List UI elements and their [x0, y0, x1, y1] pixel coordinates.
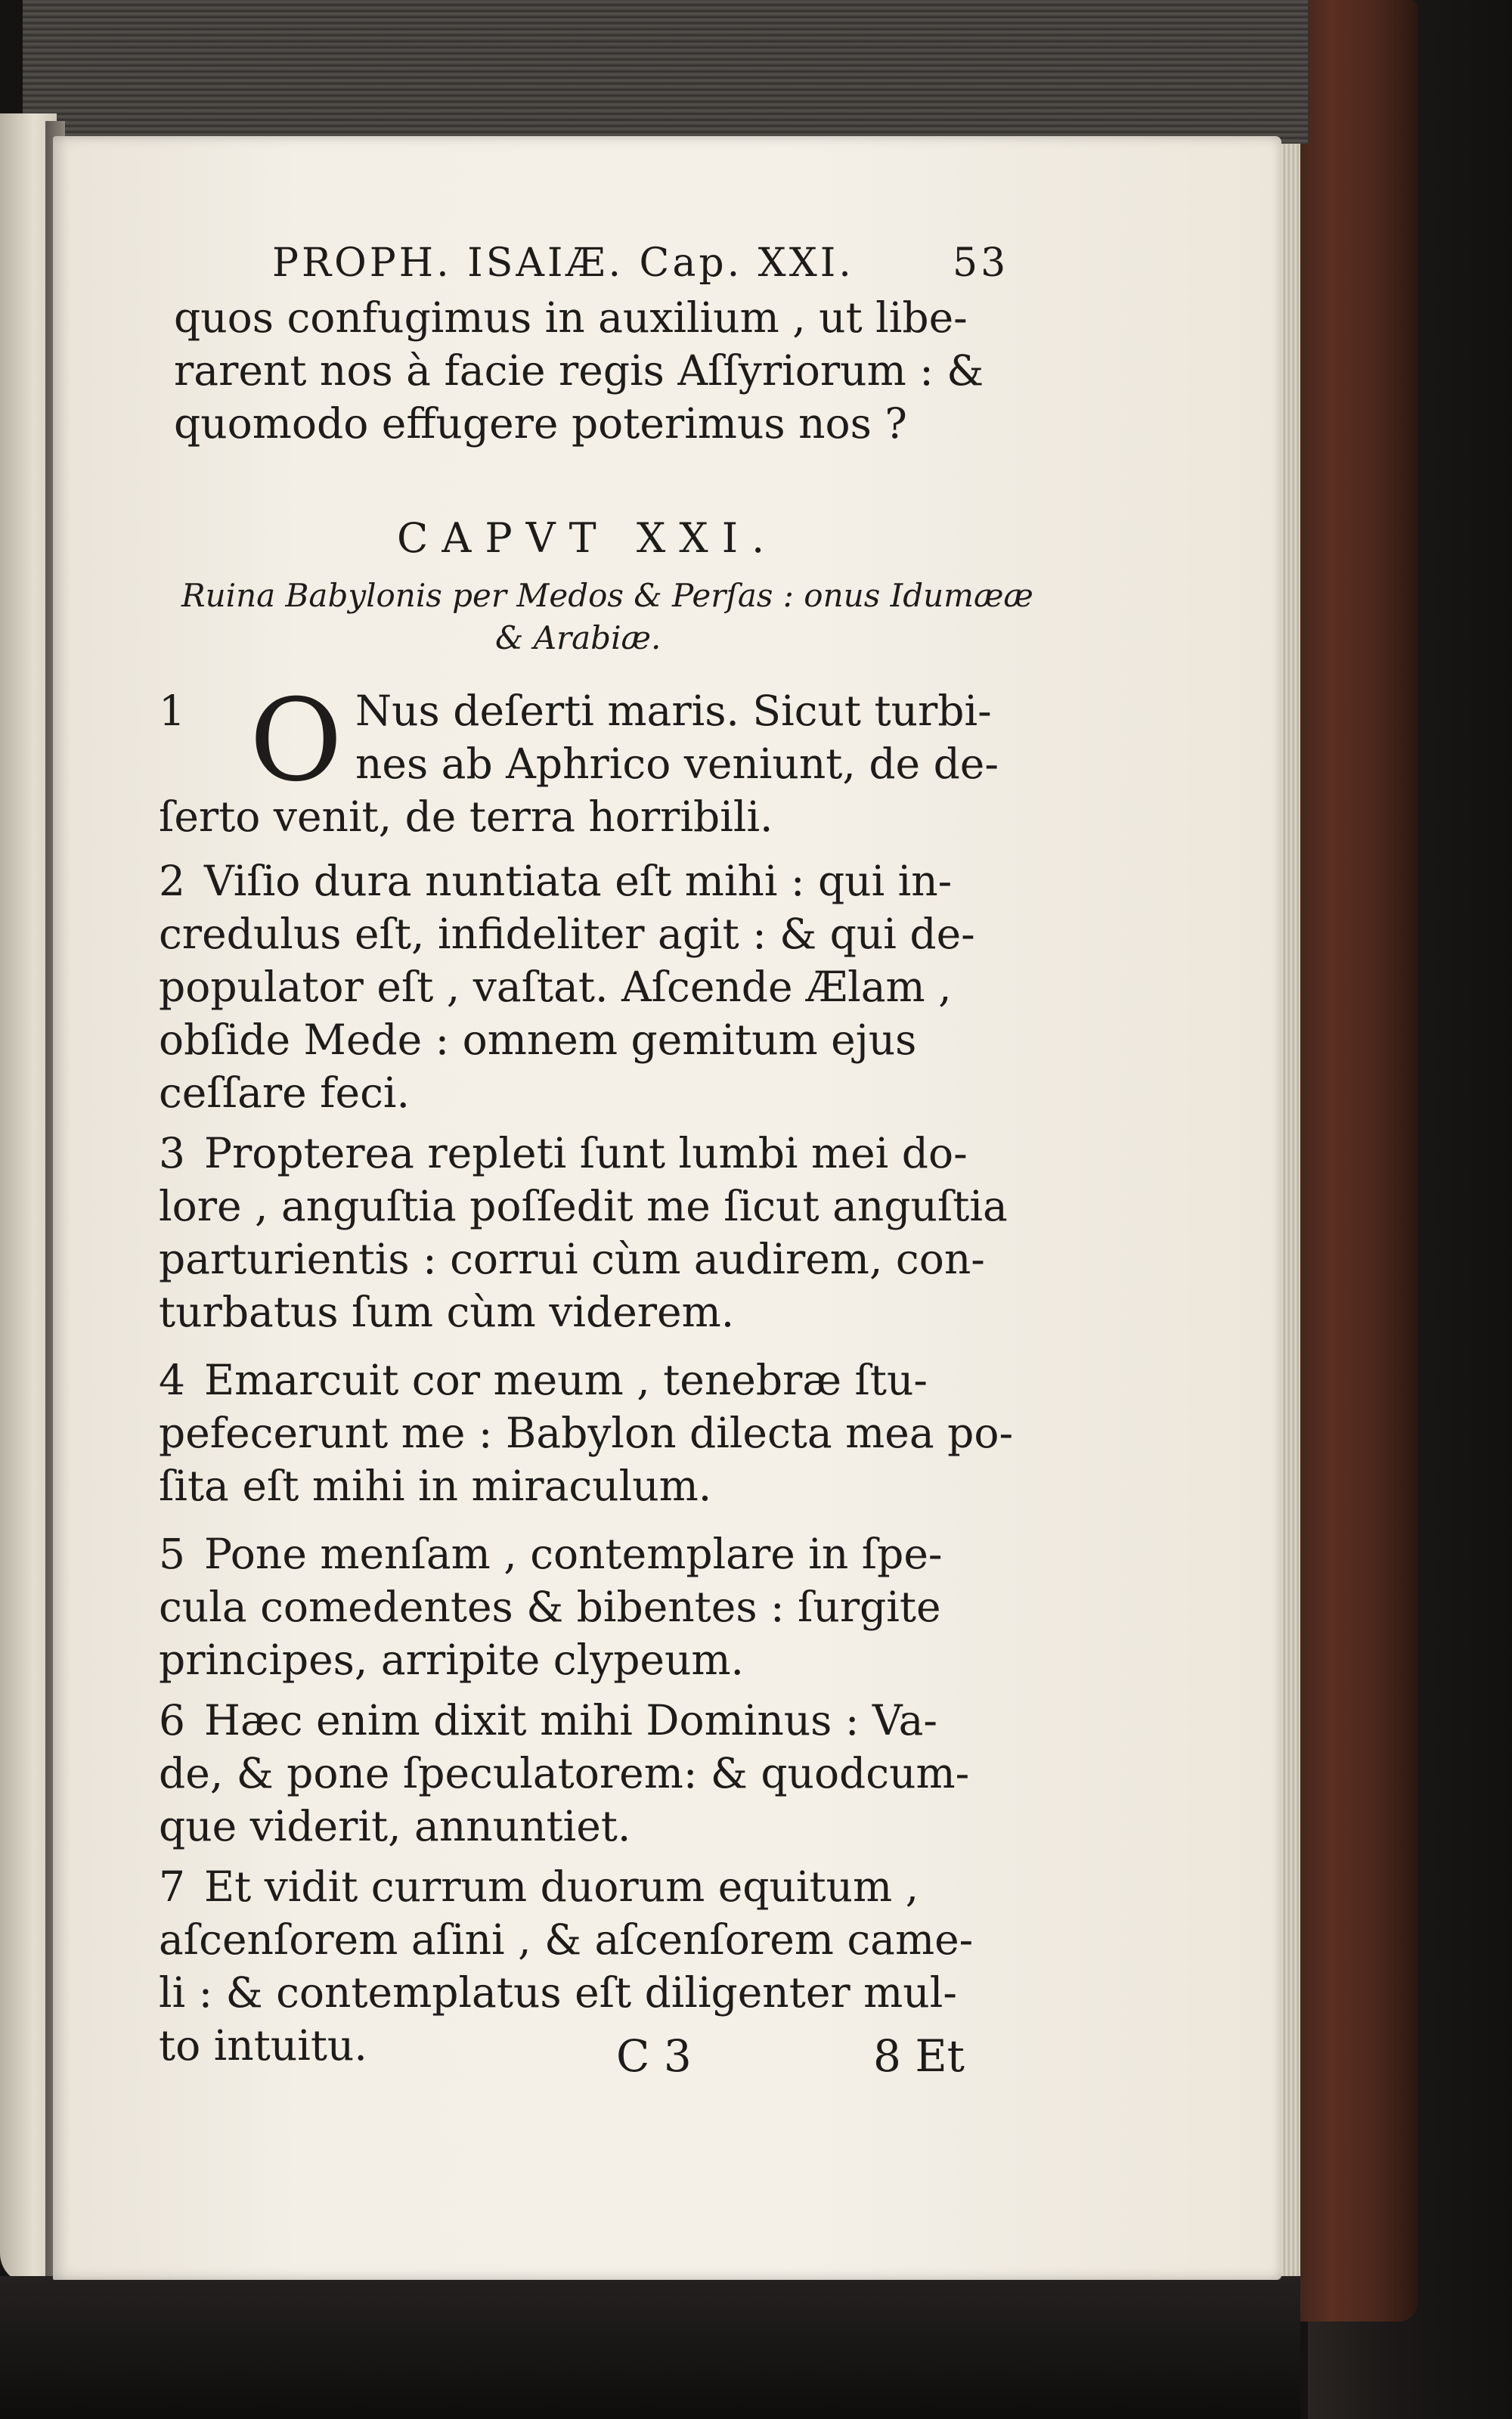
text-line — [159, 1354, 1013, 1406]
chapter-summary — [181, 575, 1033, 659]
text-line: populator eſt , vaſtat. Aſcende Ælam , — [159, 963, 952, 1011]
verse-number: 1 — [159, 687, 185, 735]
verse-number: 7 — [159, 1862, 185, 1911]
text-line: de, & pone ſpeculatorem: & quodcum- — [159, 1749, 970, 1797]
verse-7 — [159, 1860, 973, 2072]
text-line: rarent nos à facie regis Aſſyriorum : & — [174, 346, 984, 395]
verse-6 — [159, 1694, 969, 1853]
verse-number: 4 — [159, 1356, 185, 1404]
text-line — [159, 1860, 973, 1913]
verse-3 — [159, 1127, 1008, 1338]
bottom-shadow — [0, 2276, 1300, 2419]
text-line — [159, 684, 999, 737]
text-line: li : & contemplatus eſt diligenter mul- — [159, 1968, 957, 2017]
chapter-heading: CAPVT XXI. — [397, 514, 779, 562]
verse-text: Pone menſam , contemplare in ſpe- — [204, 1530, 943, 1578]
signature-mark: C 3 — [616, 2030, 692, 2082]
verse-number: 6 — [159, 1696, 185, 1744]
intro-paragraph — [174, 291, 984, 450]
text-line: ſerto venit, de terra horribili. — [159, 792, 773, 841]
verse-number: 2 — [159, 857, 185, 905]
text-line: obſide Mede : omnem gemitum ejus — [159, 1016, 917, 1064]
catchword: 8 Et — [873, 2030, 965, 2082]
text-line: quos confugimus in auxilium , ut libe- — [174, 293, 968, 342]
text-line: que viderit, annuntiet. — [159, 1802, 631, 1850]
verse-number: 5 — [159, 1530, 185, 1578]
text-line: ceſſare feci. — [159, 1068, 410, 1117]
text-line: pefecerunt me : Babylon dilecta mea po- — [159, 1409, 1014, 1457]
verse-text: Et vidit currum duorum equitum , — [204, 1862, 919, 1911]
verse-text: Propterea repleti ſunt lumbi mei do- — [204, 1129, 968, 1177]
text-line: quomodo effugere poterimus nos ? — [174, 399, 907, 448]
text-line: nes ab Aphrico veniunt, de de- — [355, 740, 999, 788]
summary-line: Ruina Babylonis per Medos & Perſas : onus Idumææ — [181, 577, 1033, 614]
text-line: lore , anguſtia poſſedit me ſicut anguſtia — [159, 1182, 1008, 1230]
text-line — [159, 1694, 969, 1747]
text-line: credulus eſt, infideliter agit : & qui de- — [159, 910, 975, 958]
book-top-edge — [23, 0, 1308, 144]
text-line: aſcenſorem aſini , & aſcenſorem came- — [159, 1915, 974, 1964]
verse-text: Nus deſerti maris. Sicut turbi- — [355, 687, 992, 735]
summary-line: & Arabiæ. — [495, 619, 662, 656]
verse-1 — [159, 675, 999, 843]
book-cover-edge — [1285, 0, 1418, 2321]
verse-text: Hæc enim dixit mihi Dominus : Va- — [204, 1696, 937, 1744]
drop-capital: O — [249, 675, 342, 807]
verse-text: Emarcuit cor meum , tenebræ ſtu- — [204, 1356, 928, 1404]
text-line: turbatus ſum cùm viderem. — [159, 1288, 735, 1336]
verse-number: 3 — [159, 1129, 185, 1177]
text-line — [159, 1527, 942, 1580]
text-line: cula comedentes & bibentes : ſurgite — [159, 1583, 941, 1631]
page-number: 53 — [953, 240, 1009, 286]
verse-5 — [159, 1527, 942, 1686]
running-head — [272, 240, 1009, 286]
running-head-title: PROPH. ISAIÆ. Cap. XXI. — [272, 240, 854, 286]
verse-2 — [159, 854, 975, 1119]
text-line: ſita eſt mihi in miraculum. — [159, 1462, 712, 1510]
text-line — [159, 854, 975, 907]
text-line: to intuitu. — [159, 2021, 367, 2070]
verse-4 — [159, 1354, 1013, 1512]
verse-text: Viſio dura nuntiata eſt mihi : qui in- — [204, 857, 953, 905]
text-line: principes, arripite clypeum. — [159, 1636, 745, 1684]
text-line: parturientis : corrui cùm audirem, con- — [159, 1235, 985, 1283]
text-line — [159, 1127, 1008, 1180]
